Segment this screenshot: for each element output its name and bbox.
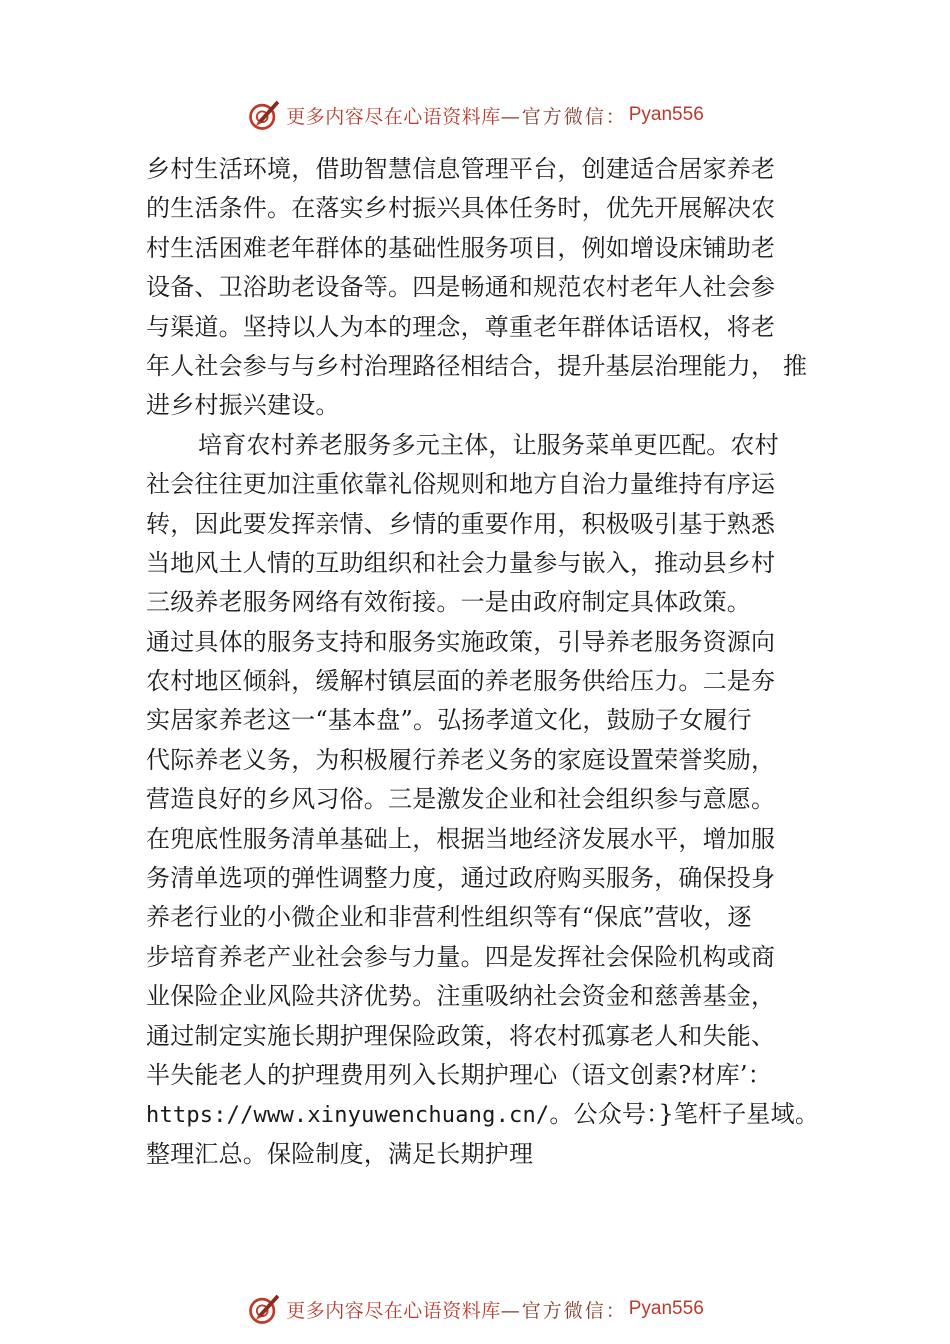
text-line: 三级养老服务网络有效衔接。一是由政府制定具体政策。 [146, 588, 751, 617]
banner-wechat-label: —官方微信： [500, 105, 627, 128]
text-line: 整理汇总。保险制度，满足长期护理 [146, 1139, 534, 1168]
banner-wechat-id: Pyan556 [628, 1298, 704, 1319]
text-line: 步培育养老产业社会参与力量。四是发挥社会保险机构或商 [146, 942, 776, 971]
text-line: 在兜底性服务清单基础上，根据当地经济发展水平，增加服 [146, 824, 776, 853]
text-line: 农村地区倾斜，缓解村镇层面的养老服务供给压力。二是夯 [146, 667, 776, 696]
url-line-rest: 。公众号：}笔杆子星域。 [549, 1100, 820, 1129]
text-line: 通过具体的服务支持和服务实施政策，引导养老服务资源向 [146, 627, 776, 656]
text-line: 务清单选项的弹性调整力度，通过政府购买服务，确保投身 [146, 864, 776, 893]
text-line: 营造良好的乡风习俗。三是激发企业和社会组织参与意愿。 [146, 785, 776, 814]
banner-wechat-id: Pyan556 [628, 104, 704, 125]
text-line: 通过制定实施长期护理保险政策，将农村孤寡老人和失能、 [146, 1021, 776, 1050]
banner-site-text: 更多内容尽在心语资料库 [286, 1299, 501, 1322]
text-line: 的生活条件。在落实乡村振兴具体任务时，优先开展解决农 [146, 194, 776, 223]
url-text-line [146, 1095, 820, 1134]
text-line: 年人社会参与与乡村治理路径相结合，提升基层治理能力， 推 [146, 351, 808, 380]
banner-wechat-label: —官方微信： [500, 1299, 627, 1322]
text-line: 养老行业的小微企业和非营利性组织等有“保底”营收，逐 [146, 903, 752, 932]
text-line: 当地风土人情的互助组织和社会力量参与嵌入，推动县乡村 [146, 548, 776, 577]
watermark-banner-top [0, 93, 950, 137]
text-line: 业保险企业风险共济优势。注重吸纳社会资金和慈善基金， [146, 982, 776, 1011]
paragraph-first-line: 培育农村养老服务多元主体，让服务菜单更匹配。农村 [198, 430, 779, 459]
text-line: 与渠道。坚持以人为本的理念，尊重老年群体话语权，将老 [146, 312, 776, 341]
document-body [146, 150, 820, 1174]
watermark-banner-bottom [0, 1287, 950, 1331]
text-line: 设备、卫浴助老设备等。四是畅通和规范农村老年人社会参 [146, 273, 776, 302]
text-line: 社会往往更加注重依靠礼俗规则和地方自治力量维持有序运 [146, 470, 776, 499]
text-line: 转，因此要发挥亲情、乡情的重要作用，积极吸引基于熟悉 [146, 509, 776, 538]
brush-logo-icon [246, 1291, 282, 1327]
text-line: 进乡村振兴建设。 [146, 391, 340, 420]
text-line: 乡村生活环境，借助智慧信息管理平台，创建适合居家养老 [146, 155, 776, 183]
text-line: 实居家养老这一“基本盘”。弘扬孝道文化，鼓励子女履行 [146, 706, 752, 735]
source-url: https://www.xinyuwenchuang.cn/ [146, 1103, 550, 1129]
text-line: 村生活困难老年群体的基础性服务项目，例如增设床铺助老 [146, 233, 776, 262]
banner-site-text: 更多内容尽在心语资料库 [286, 105, 501, 128]
brush-logo-icon [246, 97, 282, 133]
text-line: 半失能老人的护理费用列入长期护理心（语文创素?材库’： [146, 1060, 772, 1089]
text-line: 代际养老义务，为积极履行养老义务的家庭设置荣誉奖励， [146, 745, 776, 774]
